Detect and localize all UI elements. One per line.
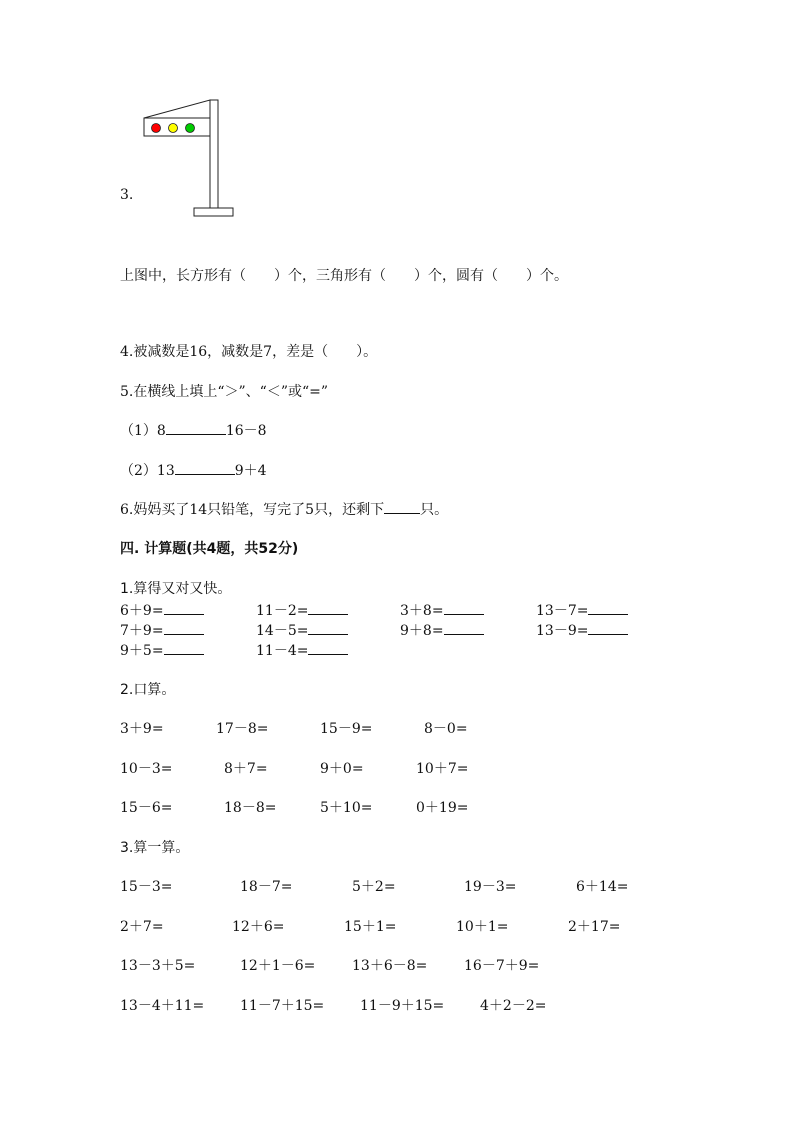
calc2-row	[0, 758, 794, 778]
rectangle-base	[194, 208, 233, 216]
calc2-problem: 15－6=	[120, 800, 173, 816]
section-4-title: 四. 计算题(共4题，共52分)	[120, 541, 299, 557]
calc1-problem: 7＋9=	[120, 620, 204, 640]
q5-item-1-right: 16－8	[225, 423, 267, 439]
calc1-problem: 13－7=	[536, 600, 628, 620]
calc3-problem: 6＋14=	[576, 879, 629, 895]
answer-blank[interactable]	[175, 462, 235, 475]
calc1-row	[0, 600, 794, 620]
q5-item-2	[120, 460, 267, 480]
q5-item-2-left: （2）13	[120, 463, 175, 479]
green-light-circle	[186, 124, 195, 133]
calc2-title: 2.口算。	[120, 682, 176, 698]
calc3-problem: 11－7＋15=	[240, 998, 325, 1014]
calc3-problem: 12＋1－6=	[240, 958, 316, 974]
calc2-problem: 17－8=	[216, 721, 269, 737]
q5-title: 5.在横线上填上“＞”、“＜”或“=”	[120, 384, 329, 400]
calc2-problem: 3＋9=	[120, 721, 164, 737]
calc3-problem: 5＋2=	[352, 879, 396, 895]
red-light-circle	[152, 124, 161, 133]
answer-blank[interactable]	[164, 642, 204, 655]
answer-blank[interactable]	[308, 602, 348, 615]
rectangle-pole	[210, 100, 218, 208]
q5-item-2-right: 9＋4	[234, 463, 267, 479]
calc1-problem: 9＋5=	[120, 640, 204, 660]
calc3-problem: 16－7＋9=	[464, 958, 540, 974]
calc2-problem: 8＋7=	[224, 761, 268, 777]
calc2-problem: 8－0=	[424, 721, 468, 737]
answer-blank[interactable]	[308, 642, 348, 655]
calc2-problem: 10－3=	[120, 761, 173, 777]
calc2-problem: 15－9=	[320, 721, 373, 737]
calc2-problem: 0＋19=	[416, 800, 469, 816]
calc1-row	[0, 640, 794, 660]
calc2-problem: 10＋7=	[416, 761, 469, 777]
q3-question: 上图中，长方形有（ ）个，三角形有（ ）个，圆有（ ）个。	[120, 268, 568, 284]
calc1-problem: 6＋9=	[120, 600, 204, 620]
calc3-title: 3.算一算。	[120, 840, 190, 856]
calc1-problem: 13－9=	[536, 620, 628, 640]
calc3-problem: 19－3=	[464, 879, 517, 895]
answer-blank[interactable]	[384, 501, 420, 514]
answer-blank[interactable]	[308, 622, 348, 635]
calc3-row	[0, 876, 794, 896]
calc3-problem: 4＋2－2=	[480, 998, 547, 1014]
calc1-problem: 11－4=	[256, 640, 348, 660]
calc2-row	[0, 718, 794, 738]
calc3-row	[0, 916, 794, 936]
calc3-problem: 15＋1=	[344, 919, 397, 935]
calc1-title: 1.算得又对又快。	[120, 581, 232, 597]
answer-blank[interactable]	[444, 622, 484, 635]
traffic-light-figure	[140, 98, 240, 220]
calc3-problem: 18－7=	[240, 879, 293, 895]
calc2-problem: 5＋10=	[320, 800, 373, 816]
calc1-row	[0, 620, 794, 640]
calc3-problem: 2＋7=	[120, 919, 164, 935]
answer-blank[interactable]	[166, 422, 226, 435]
calc1-problem: 9＋8=	[400, 620, 484, 640]
answer-blank[interactable]	[588, 602, 628, 615]
answer-blank[interactable]	[444, 602, 484, 615]
calc3-problem: 13＋6－8=	[352, 958, 428, 974]
calc1-problem: 11－2=	[256, 600, 348, 620]
q4-question: 4.被减数是16，减数是7，差是（ ）。	[120, 344, 378, 360]
calc3-problem: 10＋1=	[456, 919, 509, 935]
q5-item-1-left: （1）8	[120, 423, 166, 439]
calc3-problem: 2＋17=	[568, 919, 621, 935]
calc2-problem: 9＋0=	[320, 761, 364, 777]
calc2-row	[0, 797, 794, 817]
calc3-problem: 13－4＋11=	[120, 998, 205, 1014]
calc3-problem: 11－9＋15=	[360, 998, 445, 1014]
triangle-shape	[144, 100, 210, 118]
calc3-problem: 15－3=	[120, 879, 173, 895]
q6-question	[120, 499, 448, 519]
yellow-light-circle	[169, 124, 178, 133]
calc3-row	[0, 995, 794, 1015]
calc3-problem: 13－3＋5=	[120, 958, 196, 974]
calc2-problem: 18－8=	[224, 800, 277, 816]
answer-blank[interactable]	[164, 622, 204, 635]
calc1-problem: 14－5=	[256, 620, 348, 640]
q3-number: 3.	[120, 187, 134, 203]
calc3-problem: 12＋6=	[232, 919, 285, 935]
answer-blank[interactable]	[588, 622, 628, 635]
q6-suffix: 只。	[420, 502, 449, 518]
answer-blank[interactable]	[164, 602, 204, 615]
q5-item-1	[120, 420, 267, 440]
calc3-row	[0, 955, 794, 975]
q6-text: 6.妈妈买了14只铅笔，写完了5只，还剩下	[120, 502, 385, 518]
calc1-problem: 3＋8=	[400, 600, 484, 620]
